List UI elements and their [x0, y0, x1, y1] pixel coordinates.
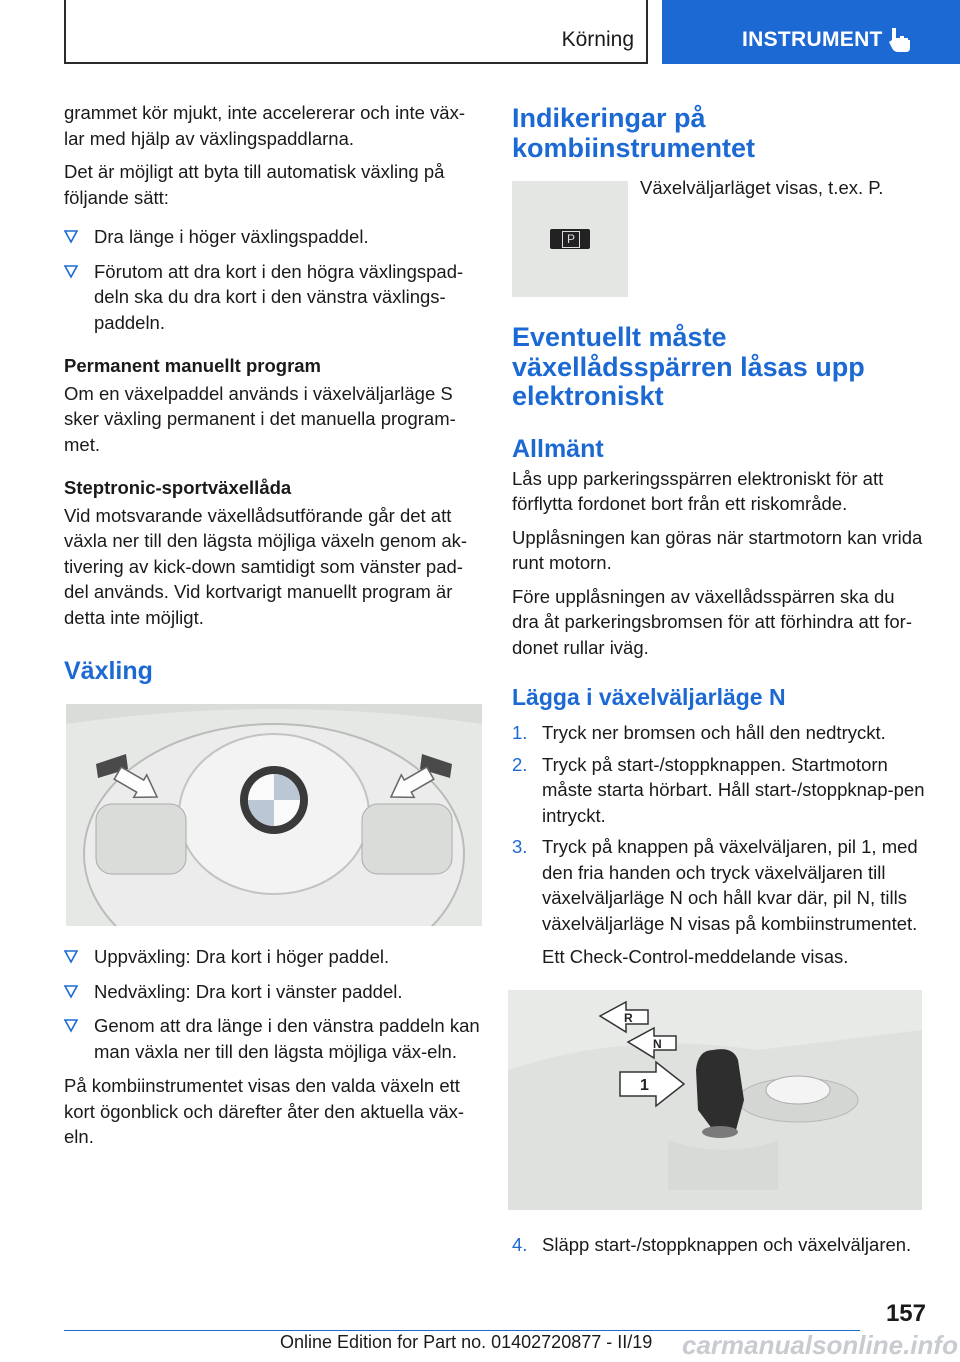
lagga-heading: Lägga i växelväljarläge N [512, 684, 786, 710]
header-chapter-box [662, 0, 960, 64]
step-item [512, 1232, 926, 1258]
allmant-paragraph-1: Lås upp parkeringsspärren elektroniskt för att förflytta fordonet bort från ett riskområde. [512, 467, 884, 514]
allmant-paragraph-3: Före upplåsningen av växellådsspärren ska du dra åt parkeringsbromsen för att förhindra att for-donet rullar iväg. [512, 585, 912, 658]
step-number: 3. [512, 836, 528, 857]
vaxling-heading: Växling [64, 657, 153, 685]
step-note: Ett Check-Control-meddelande visas. [542, 946, 849, 967]
arrow-1-label: 1 [640, 1076, 649, 1094]
triangle-bullet-icon [64, 985, 78, 999]
indikeringar-text: Växelväljarläget visas, t.ex. P. [640, 177, 884, 198]
header-section-title: Körning [561, 28, 634, 51]
step-item [512, 834, 926, 936]
step-number: 1. [512, 722, 528, 743]
permanent-paragraph: Om en växelpaddel används i växelväljarläge S sker växling permanent i det manuella program-met. [64, 382, 456, 455]
bullet-text: Genom att dra länge i den vänstra paddeln kan man växla ner till den lägsta möjliga väx-eln. [94, 1015, 480, 1062]
pointing-hand-icon [886, 26, 914, 54]
triangle-bullet-icon [64, 950, 78, 964]
triangle-bullet-icon [64, 230, 78, 244]
gear-selector-illustration [508, 990, 922, 1210]
bullet-text: Dra länge i höger växlingspaddel. [94, 226, 369, 247]
header-chapter-title: INSTRUMENT [742, 28, 883, 51]
steptronic-heading: Steptronic-sportväxellåda [64, 477, 292, 498]
steering-wheel-illustration [66, 704, 482, 926]
right-column [512, 104, 926, 1263]
gear-indicator-letter: P [562, 231, 580, 248]
steptronic-paragraph: Vid motsvarande växellådsutförande går det att växla ner till den lägsta möjliga växeln genom ak-tivering av kick-down samtidigt som vänster pad-del används. Vid kortvarigt manuellt program är detta inte möjligt. [64, 504, 468, 628]
arrow-n-label: N [653, 1036, 662, 1051]
bullet-text: Förutom att dra kort i den högra växlingspad-deln ska du dra kort i den vänstra växlings-paddeln. [94, 260, 464, 333]
gear-selector-drawing [508, 990, 922, 1210]
watermark: carmanualsonline.info [682, 1330, 958, 1360]
footer-edition: Online Edition for Part no. 01402720877 - II/19 [280, 1332, 653, 1352]
bullet-text: Nedväxling: Dra kort i vänster paddel. [94, 980, 403, 1002]
step-item [512, 720, 926, 746]
step-text: Släpp start-/stoppknappen och växelväljaren. [542, 1233, 912, 1255]
bullet-text: Uppväxling: Dra kort i höger paddel. [94, 946, 390, 967]
header-section-box [64, 0, 648, 64]
outro-paragraph: På kombiinstrumentet visas den valda växeln ett kort ögonblick och därefter åter den aktuella väx-eln. [64, 1075, 465, 1147]
allmant-heading: Allmänt [512, 434, 604, 463]
gear-indicator-image [512, 181, 628, 297]
step-number: 2. [512, 753, 528, 775]
eventuellt-heading: Eventuellt måste växellådsspärren låsas upp elektroniskt [512, 322, 865, 411]
step-item [512, 752, 926, 829]
intro-paragraph-1: grammet kör mjukt, inte accelererar och inte väx-lar med hjälp av växlingspaddlarna. [64, 102, 465, 149]
triangle-bullet-icon [64, 1019, 78, 1033]
page-number: 157 [885, 1300, 926, 1327]
list-item [64, 259, 482, 336]
allmant-paragraph-2: Upplåsningen kan göras när startmotorn kan vrida runt motorn. [512, 526, 923, 573]
permanent-heading: Permanent manuellt program [64, 355, 322, 376]
list-item [64, 224, 482, 250]
intro-paragraph-2: Det är möjligt att byta till automatisk växling på följande sätt: [64, 161, 445, 208]
indikeringar-heading: Indikeringar på kombiinstrumentet [512, 103, 756, 163]
triangle-bullet-icon [64, 265, 78, 279]
step-text: Tryck på knappen på växelväljaren, pil 1, med den fria handen och tryck växelväljaren till växelväljarläge N och håll kvar där, pil N, tills växelväljarläge N visas på kombiinstrumentet. [542, 836, 918, 934]
step-text: Tryck på start-/stoppknappen. Startmotorn måste starta hörbart. Håll start-/stoppknap-pen intryckt. [542, 753, 925, 826]
list-item [64, 1013, 482, 1064]
list-item [64, 979, 482, 1005]
step-text: Tryck ner bromsen och håll den nedtryckt. [542, 722, 886, 743]
arrow-r-label: R [624, 1010, 633, 1025]
step-number: 4. [512, 1233, 528, 1255]
left-column [64, 100, 482, 1158]
list-item [64, 944, 482, 970]
steering-wheel-drawing [66, 704, 482, 926]
gear-indicator-frame [550, 229, 590, 249]
